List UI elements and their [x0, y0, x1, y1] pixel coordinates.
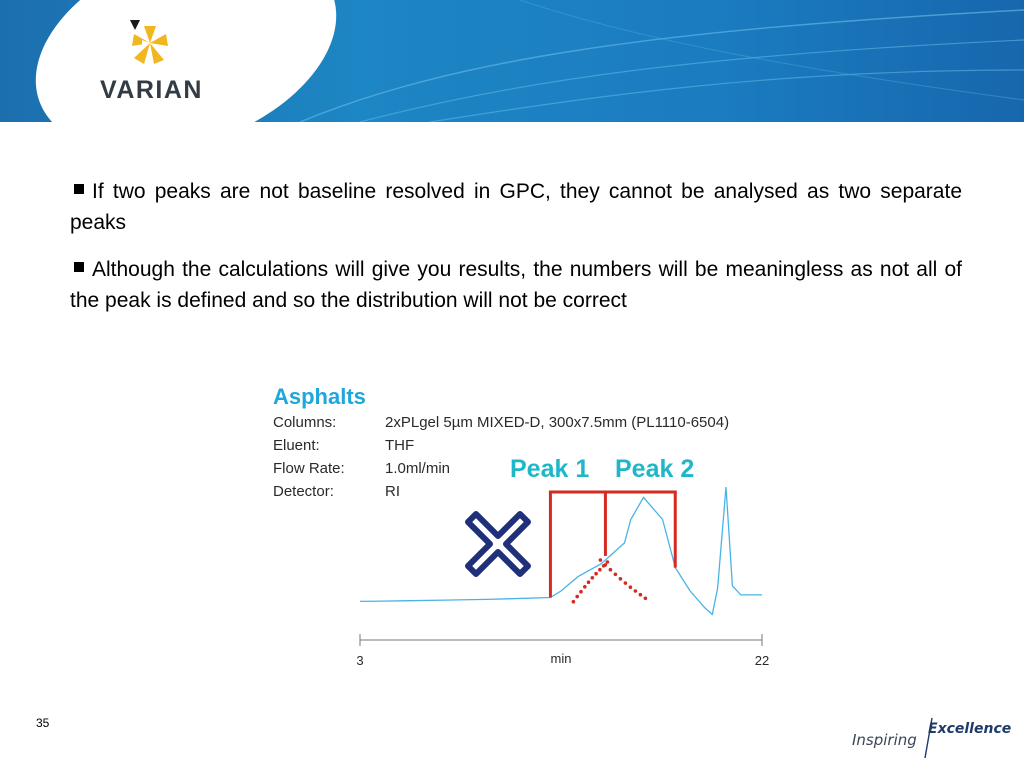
conditions-value: 2xPLgel 5µm MIXED-D, 300x7.5mm (PL1110-6504)	[385, 414, 730, 431]
peak-markers	[549, 492, 677, 598]
conditions-key: Columns:	[273, 414, 337, 431]
figure-title: Asphalts	[273, 384, 366, 409]
page-number: 35	[36, 716, 50, 730]
header-banner	[0, 0, 1024, 122]
peak-1-label: Peak 1	[510, 455, 590, 483]
tagline-part-2: Excellence	[928, 721, 1012, 737]
deconvolution-dot	[579, 590, 583, 594]
deconvolution-dot	[594, 572, 598, 576]
chromatogram-trace	[360, 487, 762, 614]
deconvolution-dot	[629, 585, 633, 589]
deconvolution-dot	[599, 558, 603, 562]
cross-mark-icon	[468, 514, 528, 574]
bullet-item	[70, 176, 962, 238]
brand-wordmark: VARIAN	[100, 76, 203, 104]
tagline-logo	[852, 716, 1012, 756]
bullet-square-icon	[74, 184, 84, 194]
chromatogram-chart	[270, 382, 790, 682]
chromatogram-figure	[270, 382, 790, 682]
x-axis-label: min	[550, 651, 572, 666]
deconvolution-dot	[575, 595, 579, 599]
deconvolution-dot	[583, 585, 587, 589]
conditions-key: Eluent:	[273, 437, 320, 454]
deconvolution-dot	[587, 580, 591, 584]
peak-2-label: Peak 2	[615, 455, 695, 483]
deconvolution-dot	[609, 568, 613, 572]
deconvolution-dot	[572, 600, 576, 604]
conditions-value: THF	[385, 437, 415, 454]
deconvolution-dot	[602, 564, 606, 568]
bullet-text: Although the calculations will give you results, the numbers will be meaningless as not all of the peak is defined and so the distribution will not be correct	[70, 258, 962, 312]
conditions-key: Flow Rate:	[273, 460, 345, 477]
conditions-key: Detector:	[273, 483, 334, 500]
deconvolution-dot	[639, 593, 643, 597]
conditions-value: 1.0ml/min	[385, 460, 451, 477]
deconvolution-dot	[619, 577, 623, 581]
x-tick-label: 22	[754, 653, 770, 668]
deconvolution-dot	[614, 573, 618, 577]
deconvolution-dot	[644, 597, 648, 601]
deconvolution-dots	[572, 558, 648, 603]
bullet-square-icon	[74, 262, 84, 272]
bullet-item	[70, 254, 962, 316]
conditions-value: RI	[385, 483, 400, 500]
varian-star-icon	[120, 16, 180, 70]
tagline-part-1: Inspiring	[852, 731, 917, 749]
bullet-text: If two peaks are not baseline resolved in GPC, they cannot be analysed as two separate peaks	[70, 180, 962, 234]
deconvolution-dot	[598, 568, 602, 572]
deconvolution-dot	[624, 581, 628, 585]
deconvolution-dot	[591, 576, 595, 580]
x-tick-label: 3	[356, 653, 364, 668]
deconvolution-dot	[634, 589, 638, 593]
